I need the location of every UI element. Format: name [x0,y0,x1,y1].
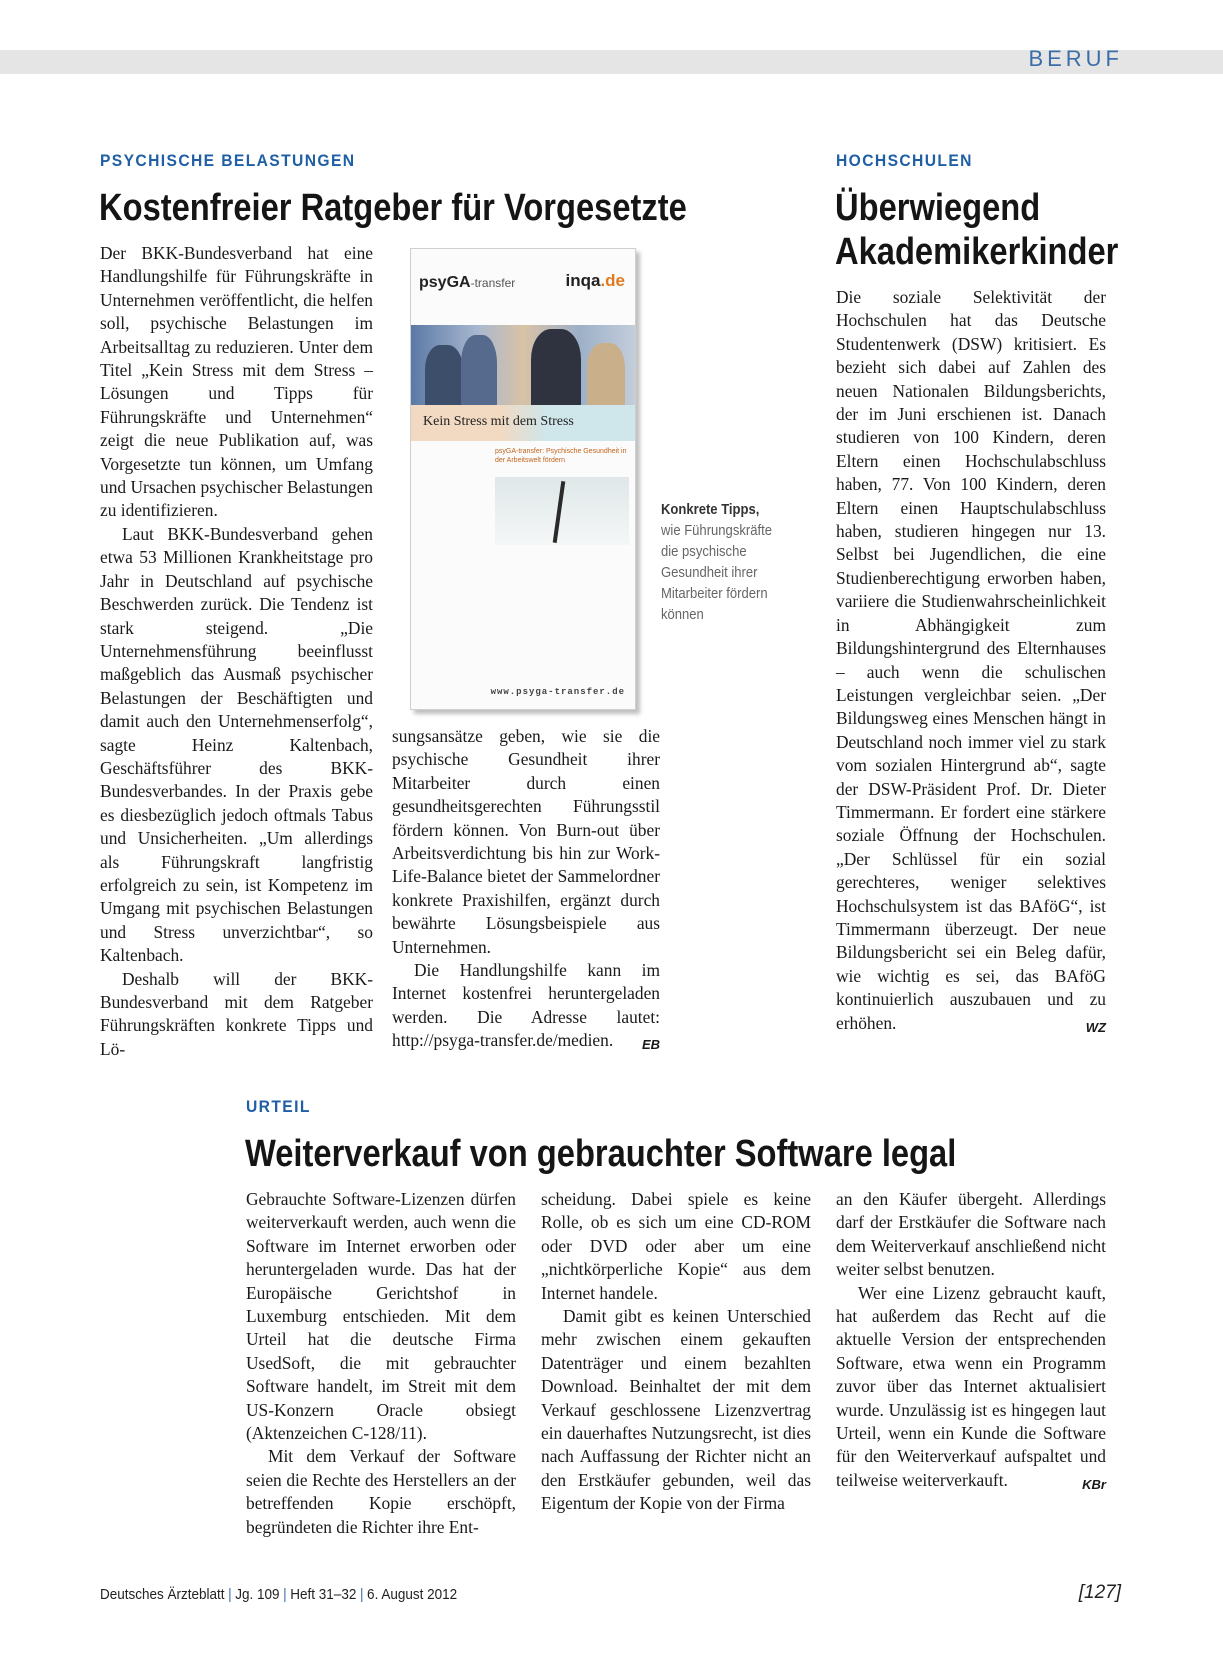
article3-column-2 [541,1188,811,1516]
article1-paragraph: Laut BKK-Bundesverband gehen etwa 53 Millionen Krankheitstage pro Jahr in Deutschland auf psychische Beschwerden zurück. Die Tendenz ist stark steigend. „Die Unternehmensführung beeinflusst maßgeblich das Ausmaß psychischer Belastungen der Beschäftigten und damit auch den Unternehmenserfolg“, sagte Heinz Kaltenbach, Geschäftsführer des BKK-Bundesverbandes. In der Praxis gebe es diesbezüglich jedoch oftmals Tabus und Unsicherheiten. „Um allerdings als Führungskraft langfristig erfolgreich zu sein, ist Kompetenz im Umgang mit psychischen Belastungen und Stress unverzichtbar“, so Kaltenbach. [100,523,373,966]
section-tag: BERUF [1028,46,1123,71]
article2-paragraph: Die soziale Selektivität der Hochschulen hat das Deutsche Studentenwerk (DSW) kritisiert. Es bezieht sich dabei auf Zahlen des neuen Nationalen Bildungsberichts, der im Juni erschienen ist. Danach studieren von 100 Kindern, deren Eltern einen Hochschulabschluss haben, 77. Von 100 Kindern, deren Eltern einen Hauptschulabschluss haben, studieren hingegen nur 13. Selbst bei Jugendlichen, die eine Studienberechtigung erworben haben, variiere die Studienwahrscheinlichkeit in Abhängigkeit zum Bildungshintergrund des Elternhauses – auch wenn die schulischen Leistungen vergleichbar seien. „Der Bildungsweg eines Menschen hängt in Deutschland noch immer viel zu stark vom sozialen Hintergrund ab“, sagte der DSW-Präsident Prof. Dr. Dieter Timmermann. Er fordert eine stärkere soziale Öffnung der Hochschulen. „Der Schlüssel für ein sozial gerechteres, weniger selektives Hochschulsystem ist das BAföG“, ist Timmermann überzeugt. Der neue Bildungsbericht sei ein Beleg dafür, wie wichtig es sei, das BAföG kontinuierlich auszubauen und zu erhöhen. WZ [836,286,1106,1035]
psyga-logo: psyGA-transfer [419,274,516,291]
brochure-subtitle: psyGA-transfer: Psychische Gesundheit in der Arbeitswelt fördern [495,448,627,464]
issue: Heft 31–32 [290,1586,357,1603]
caption-bold: Konkrete Tipps, [661,502,760,518]
article1-paragraph: Die Handlungshilfe kann im Internet kostenfrei heruntergeladen werden. Die Adresse lautet: http://psyga-transfer.de/medien. EB [392,959,660,1053]
journal-name: Deutsches Ärzteblatt [100,1586,225,1603]
issue-date: 6. August 2012 [367,1586,458,1603]
pen-photo [495,477,629,545]
article1-column-2 [392,725,660,1057]
brochure-title: Kein Stress mit dem Stress [423,414,574,429]
page-number: [127] [1078,1582,1121,1603]
article3-paragraph: Wer eine Lizenz gebraucht kauft, hat außerdem das Recht auf die aktuelle Version der entsprechenden Software, etwa wenn ein Programm zuvor über das Internet aktualisiert wurde. Unzulässig ist es hingegen laut Urteil, wenn ein Kunde die Software für den Weiterverkauf aufspaltet und teilweise weiterverkauft. KBr [836,1282,1106,1493]
volume: Jg. 109 [235,1586,280,1603]
inqa-logo: inqa.de [565,271,625,290]
footer-citation: Deutsches Ärzteblatt | Jg. 109 | Heft 31–32 | 6. August 2012 [100,1586,458,1603]
article3-paragraph: scheidung. Dabei spiele es keine Rolle, ob es sich um eine CD-ROM oder DVD oder aber um eine „nichtkörperliche Kopie“ aus dem Internet handele. [541,1189,811,1303]
article3-column-1 [246,1188,516,1539]
article1-paragraph: sungsansätze geben, wie sie die psychische Gesundheit ihrer Mitarbeiter durch einen gesundheitsgerechten Führungsstil fördern können. Von Burn-out über Arbeitsverdichtung bis hin zur Work-Life-Balance bietet der Sammelordner konkrete Praxishilfen, ergänzt durch bewährte Lösungsbeispiele aus Unternehmen. [392,726,660,957]
office-people-photo [411,325,635,405]
article3-kicker: URTEIL [246,1097,311,1116]
article3-signature: KBr [1082,1476,1106,1492]
article2-headline-line1: Überwiegend [835,187,1041,229]
article1-column-1 [100,242,373,1061]
article1-paragraph: Der BKK-Bundesverband hat eine Handlungshilfe für Führungskräfte in Unternehmen veröffentlicht, die helfen soll, psychische Belastungen im Arbeitsalltag zu reduzieren. Unter dem Titel „Kein Stress mit dem Stress – Lösungen und Tipps für Führungskräfte und Unternehmen“ zeigt die neue Publikation auf, was Vorgesetzte tun können, um Umfang und Ursachen psychischer Belastungen zu identifizieren. [100,243,373,521]
article3-paragraph: Gebrauchte Software-Lizenzen dürfen weiterverkauft werden, auch wenn die Software im Internet erworben oder heruntergeladen wurde. Das hat der Europäische Gerichtshof in Luxemburg entschieden. Mit dem Urteil hat die deutsche Firma UsedSoft, die mit gebrauchter Software handelt, im Streit mit dem US-Konzern Oracle obsiegt (Aktenzeichen C-128/11). [246,1189,516,1444]
article3-headline: Weiterverkauf von gebrauchter Software legal [245,1133,957,1175]
brochure-url: www.psyga-transfer.de [490,687,625,697]
caption-text: wie Führungskräfte die psychische Gesundheit ihrer Mitarbeiter fördern können [661,523,772,623]
article3-paragraph: Damit gibt es keinen Unterschied mehr zwischen einem gekauften Datenträger und einem bezahlten Download. Beinhaltet der mit dem Verkauf geschlossene Lizenzvertrag ein dauerhaftes Nutzungsrecht, ist dies nach Auffassung der Richter nicht an den Erstkäufer gebunden, weil das Eigentum der Kopie von der Firma [541,1306,811,1514]
brochure-title-band [411,405,635,441]
article3-paragraph: an den Käufer übergeht. Allerdings darf der Erstkäufer die Software nach dem Weiterverkauf anschließend nicht weiter selbst benutzen. [836,1189,1106,1280]
article2-kicker: HOCHSCHULEN [836,151,973,170]
brochure-image [410,248,636,710]
article3-paragraph: Mit dem Verkauf der Software seien die Rechte des Herstellers an der betreffenden Kopie erschöpft, begründeten die Richter ihre Ent- [246,1446,516,1537]
article3-column-3 [836,1188,1106,1496]
article2-signature: WZ [1085,1019,1106,1035]
article2-headline-line2: Akademikerkinder [835,231,1119,273]
article1-kicker: PSYCHISCHE BELASTUNGEN [100,151,356,170]
article1-paragraph: Deshalb will der BKK-Bundesverband mit dem Ratgeber Führungskräften konkrete Tipps und Lö- [100,968,373,1059]
image-caption [661,500,778,626]
article1-signature: EB [641,1037,660,1053]
article1-headline: Kostenfreier Ratgeber für Vorgesetzte [99,187,687,229]
article2-column [836,286,1106,1039]
